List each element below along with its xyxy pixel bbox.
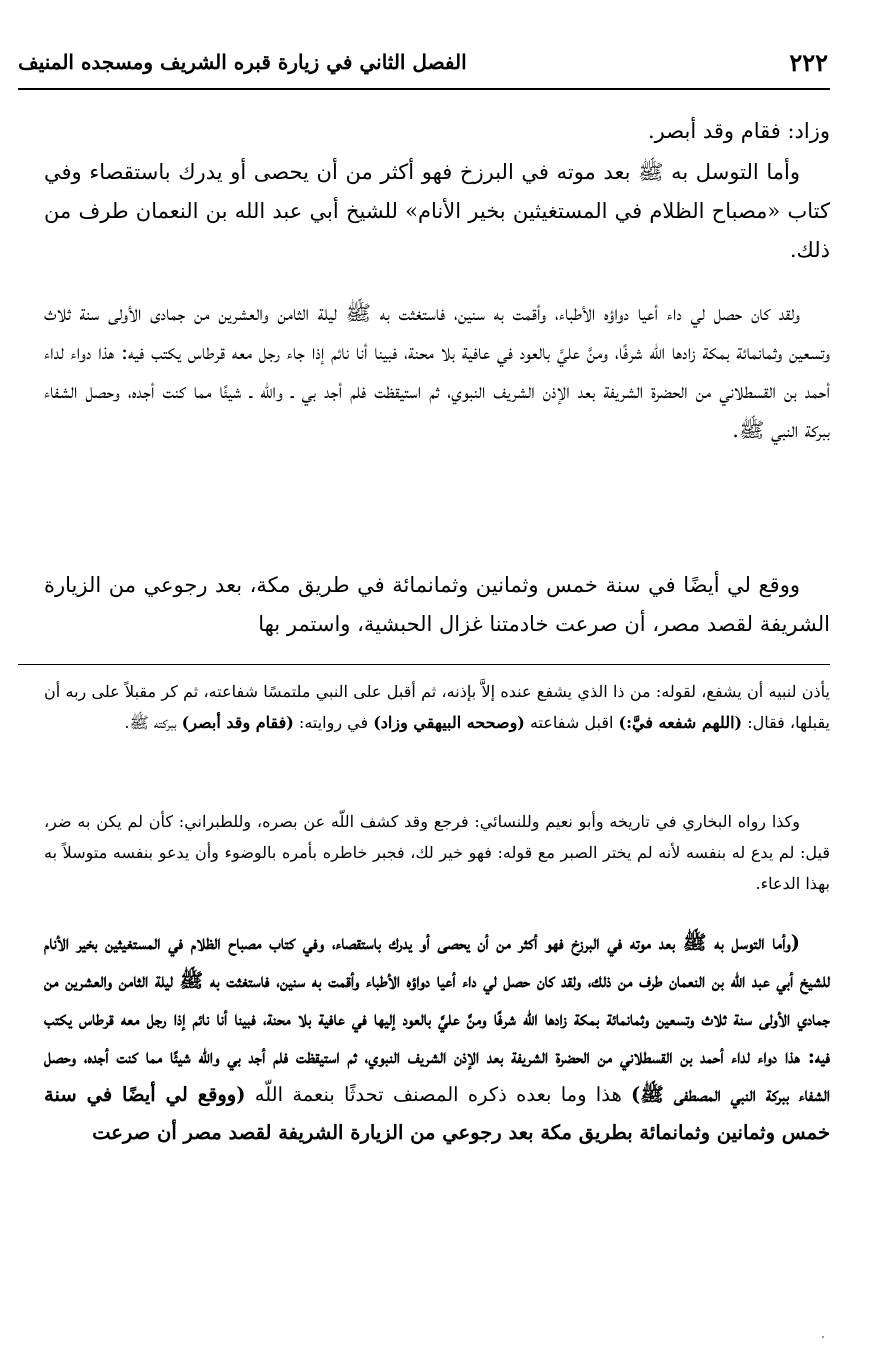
scan-speck xyxy=(822,1336,824,1338)
main-text-paragraph-2: وأما التوسل به ﷺ بعد موته في البرزخ فهو أكثر من أن يحصى أو يدرك باستقصاء وفي كتاب «مصباح الظلام في المستغيثين بخير الأنام» للشيخ أبي عبد الله بن النعمان طرف من ذلك. xyxy=(44,160,830,262)
footnote-quote: (فقام وقد أبصر) xyxy=(181,713,294,732)
footnote-quote: (اللهم شفعه فيَّ:) xyxy=(618,713,743,732)
footnote-separator xyxy=(18,664,830,665)
commentary-bold-text-end: (ووقع لي أيضًا في سنة خمس وثمانين وثمانمائة بطريق مكة بعد رجوعي من الزيارة الشريفة لقصد مصر أن صرعت xyxy=(44,1083,830,1144)
footnote-paragraph-2: وكذا رواه البخاري في تاريخه وأبو نعيم وللنسائي: فرجع وقد كشف اللّه عن بصره، وللطبراني: كأن لم يكن به ضر، قيل: لم يدع له بنفسه لأنه لم يختر الصبر مع قوله: فهو خير لك، فجبر خاطره بأمره بالوضوء وأن يدعو بنفسه متوسلاً به بهذا الدعاء. xyxy=(44,812,830,893)
main-text-paragraph-4: ووقع لي أيضًا في سنة خمس وثمانين وثمانمائة في طريق مكة، بعد رجوعي من الزيارة الشريفة لقصد مصر، أن صرعت خادمتنا غزال الحبشية، واستمر بها xyxy=(44,573,830,636)
page-number: ٢٢٢ xyxy=(789,47,828,77)
footnote-quote: (وصححه البيهقي وزاد) xyxy=(373,713,525,732)
footnote-paragraph-1 xyxy=(44,676,830,738)
footnote-text: اقبل شفاعته xyxy=(524,713,619,732)
main-text-paragraph-1: وزاد: فقام وقد أبصر. xyxy=(648,119,830,143)
footnote-text: في روايته: xyxy=(293,713,374,732)
running-header xyxy=(18,42,828,82)
footnote-text: ببركته ﷺ. xyxy=(124,713,182,732)
header-rule xyxy=(18,88,830,90)
main-text-paragraph-3: ولقد كان حصل لي داء أعيا دواؤه الأطباء، وأقمت به سنين، فاستغثت به ﷺ ليلة الثامن والعشرين من جمادى الأولى سنة ثلاث وتسعين وثمانمائة بمكة زادها الله شرفًا، ومنَّ عليَّ بالعود في عافية بلا محنة، فبينا أنا نائم إذا جاء رجل معه قرطاس يكتب فيه: هذا دواء لداء أحمد بن القسطلاني من الحضرة الشريفة بعد الإذن الشريف النبوي، ثم استيقظت فلم أجد بي ـ والله ـ شيئًا مما كنت أجده، وحصل الشفاء ببركة النبي ﷺ. xyxy=(44,301,830,442)
footnote-text: يأذن لنبيه أن يشفع، لقوله: من ذا الذي يشفع عنده إلاَّ بإذنه، ثم أقبل على النبي ملتمسًا شفاعته، ثم كر مقبلاً على ربه أن يقبلها، فقال: xyxy=(44,682,830,732)
commentary-normal-text: هذا وما بعده ذكره المصنف تحدثًا بنعمة اللّه xyxy=(245,1083,632,1106)
commentary-paragraph xyxy=(44,924,830,1152)
chapter-title: الفصل الثاني في زيارة قبره الشريف ومسجده المنيف xyxy=(18,50,467,74)
commentary-bold-text: (وأما التوسل به ﷺ بعد موته في البرزخ فهو أكثر من أن يحصى أو يدرك باستقصاء، وفي كتاب مصباح الظلام في المستغيثين بخير الأنام للشيخ أبي عبد الله بن النعمان طرف من ذلك، ولقد كان حصل لي داء أعيا دواؤه الأطباء وأقمت به سنين، فاستغثت به ﷺ ليلة الثامن والعشرين من جمادي الأولى سنة ثلاث وتسعين وثمانمائة بمكة زادها اللّه شرفًا ومنَّ عليَّ بالعود إليها في عافية بلا محنة، فبينا أنا نائم إذا رجل معه قرطاس يكتب فيه: هذا دواء لداء أحمد بن القسطلاني من الحضرة الشريفة بعد الإذن الشريف النبوي، ثم استيقظت فلم أجد بي واللّه شيئًا مما كنت أجده، وحصل الشفاء ببركة النبي المصطفى ﷺ) xyxy=(44,931,830,1106)
